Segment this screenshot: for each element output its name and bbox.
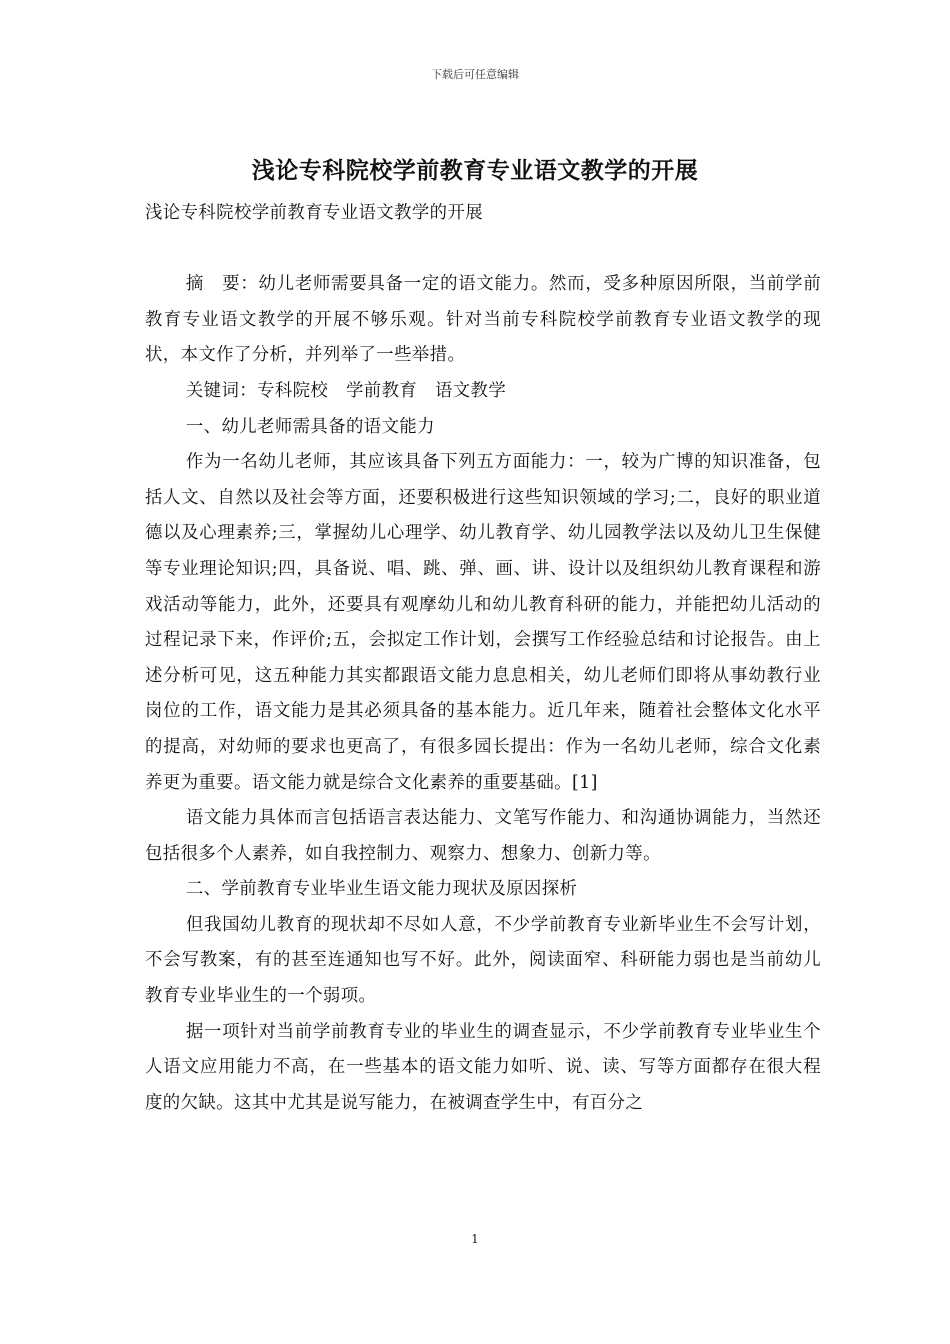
body-paragraph: 作为一名幼儿老师，其应该具备下列五方面能力：一，较为广博的知识准备，包括人文、自然以及社会等方面，还要积极进行这些知识领域的学习;二，良好的职业道德以及心理素养;三，掌握幼儿心理学、幼儿教育学、幼儿园教学法以及幼儿卫生保健等专业理论知识;四，具备说、唱、跳、弹、画、讲、设计以及组织幼儿教育课程和游戏活动等能力，此外，还要具有观摩幼儿和幼儿教育科研的能力，并能把幼儿活动的过程记录下来，作评价;五，会拟定工作计划，会撰写工作经验总结和讨论报告。由上述分析可见，这五种能力其实都跟语文能力息息相关，幼儿老师们即将从事幼教行业岗位的工作，语文能力是其必须具备的基本能力。近几年来，随着社会整体文化水平的提高，对幼师的要求也更高了，有很多园长提出：作为一名幼儿老师，综合文化素养更为重要。语文能力就是综合文化素养的重要基础。[1] [145, 452, 821, 793]
body-paragraph: 但我国幼儿教育的现状却不尽如人意，不少学前教育专业新毕业生不会写计划，不会写教案，有的甚至连通知也写不好。此外，阅读面窄、科研能力弱也是当前幼儿教育专业毕业生的一个弱项。 [145, 914, 821, 1007]
document-body [145, 196, 821, 1121]
page-number: 1 [471, 1232, 479, 1246]
page-header: 下载后可任意编辑 [431, 68, 519, 81]
document-title: 浅论专科院校学前教育专业语文教学的开展 [251, 158, 699, 184]
section-heading-2: 二、学前教育专业毕业生语文能力现状及原因探析 [185, 879, 578, 900]
abstract-paragraph: 摘 要：幼儿老师需要具备一定的语文能力。然而，受多种原因所限，当前学前教育专业语文教学的开展不够乐观。针对当前专科院校学前教育专业语文教学的现状，本文作了分析，并列举了一些举措。 [145, 274, 821, 366]
body-paragraph: 语文能力具体而言包括语言表达能力、文笔写作能力、和沟通协调能力，当然还包括很多个人素养，如自我控制力、观察力、想象力、创新力等。 [145, 808, 821, 864]
section-heading-1: 一、幼儿老师需具备的语文能力 [185, 416, 435, 437]
body-paragraph: 据一项针对当前学前教育专业的毕业生的调查显示，不少学前教育专业毕业生个人语文应用能力不高，在一些基本的语文能力如听、说、读、写等方面都存在很大程度的欠缺。这其中尤其是说写能力，在被调查学生中，有百分之 [145, 1021, 821, 1113]
document-subtitle: 浅论专科院校学前教育专业语文教学的开展 [145, 203, 484, 223]
keywords-paragraph: 关键词：专科院校 学前教育 语文教学 [185, 380, 507, 401]
